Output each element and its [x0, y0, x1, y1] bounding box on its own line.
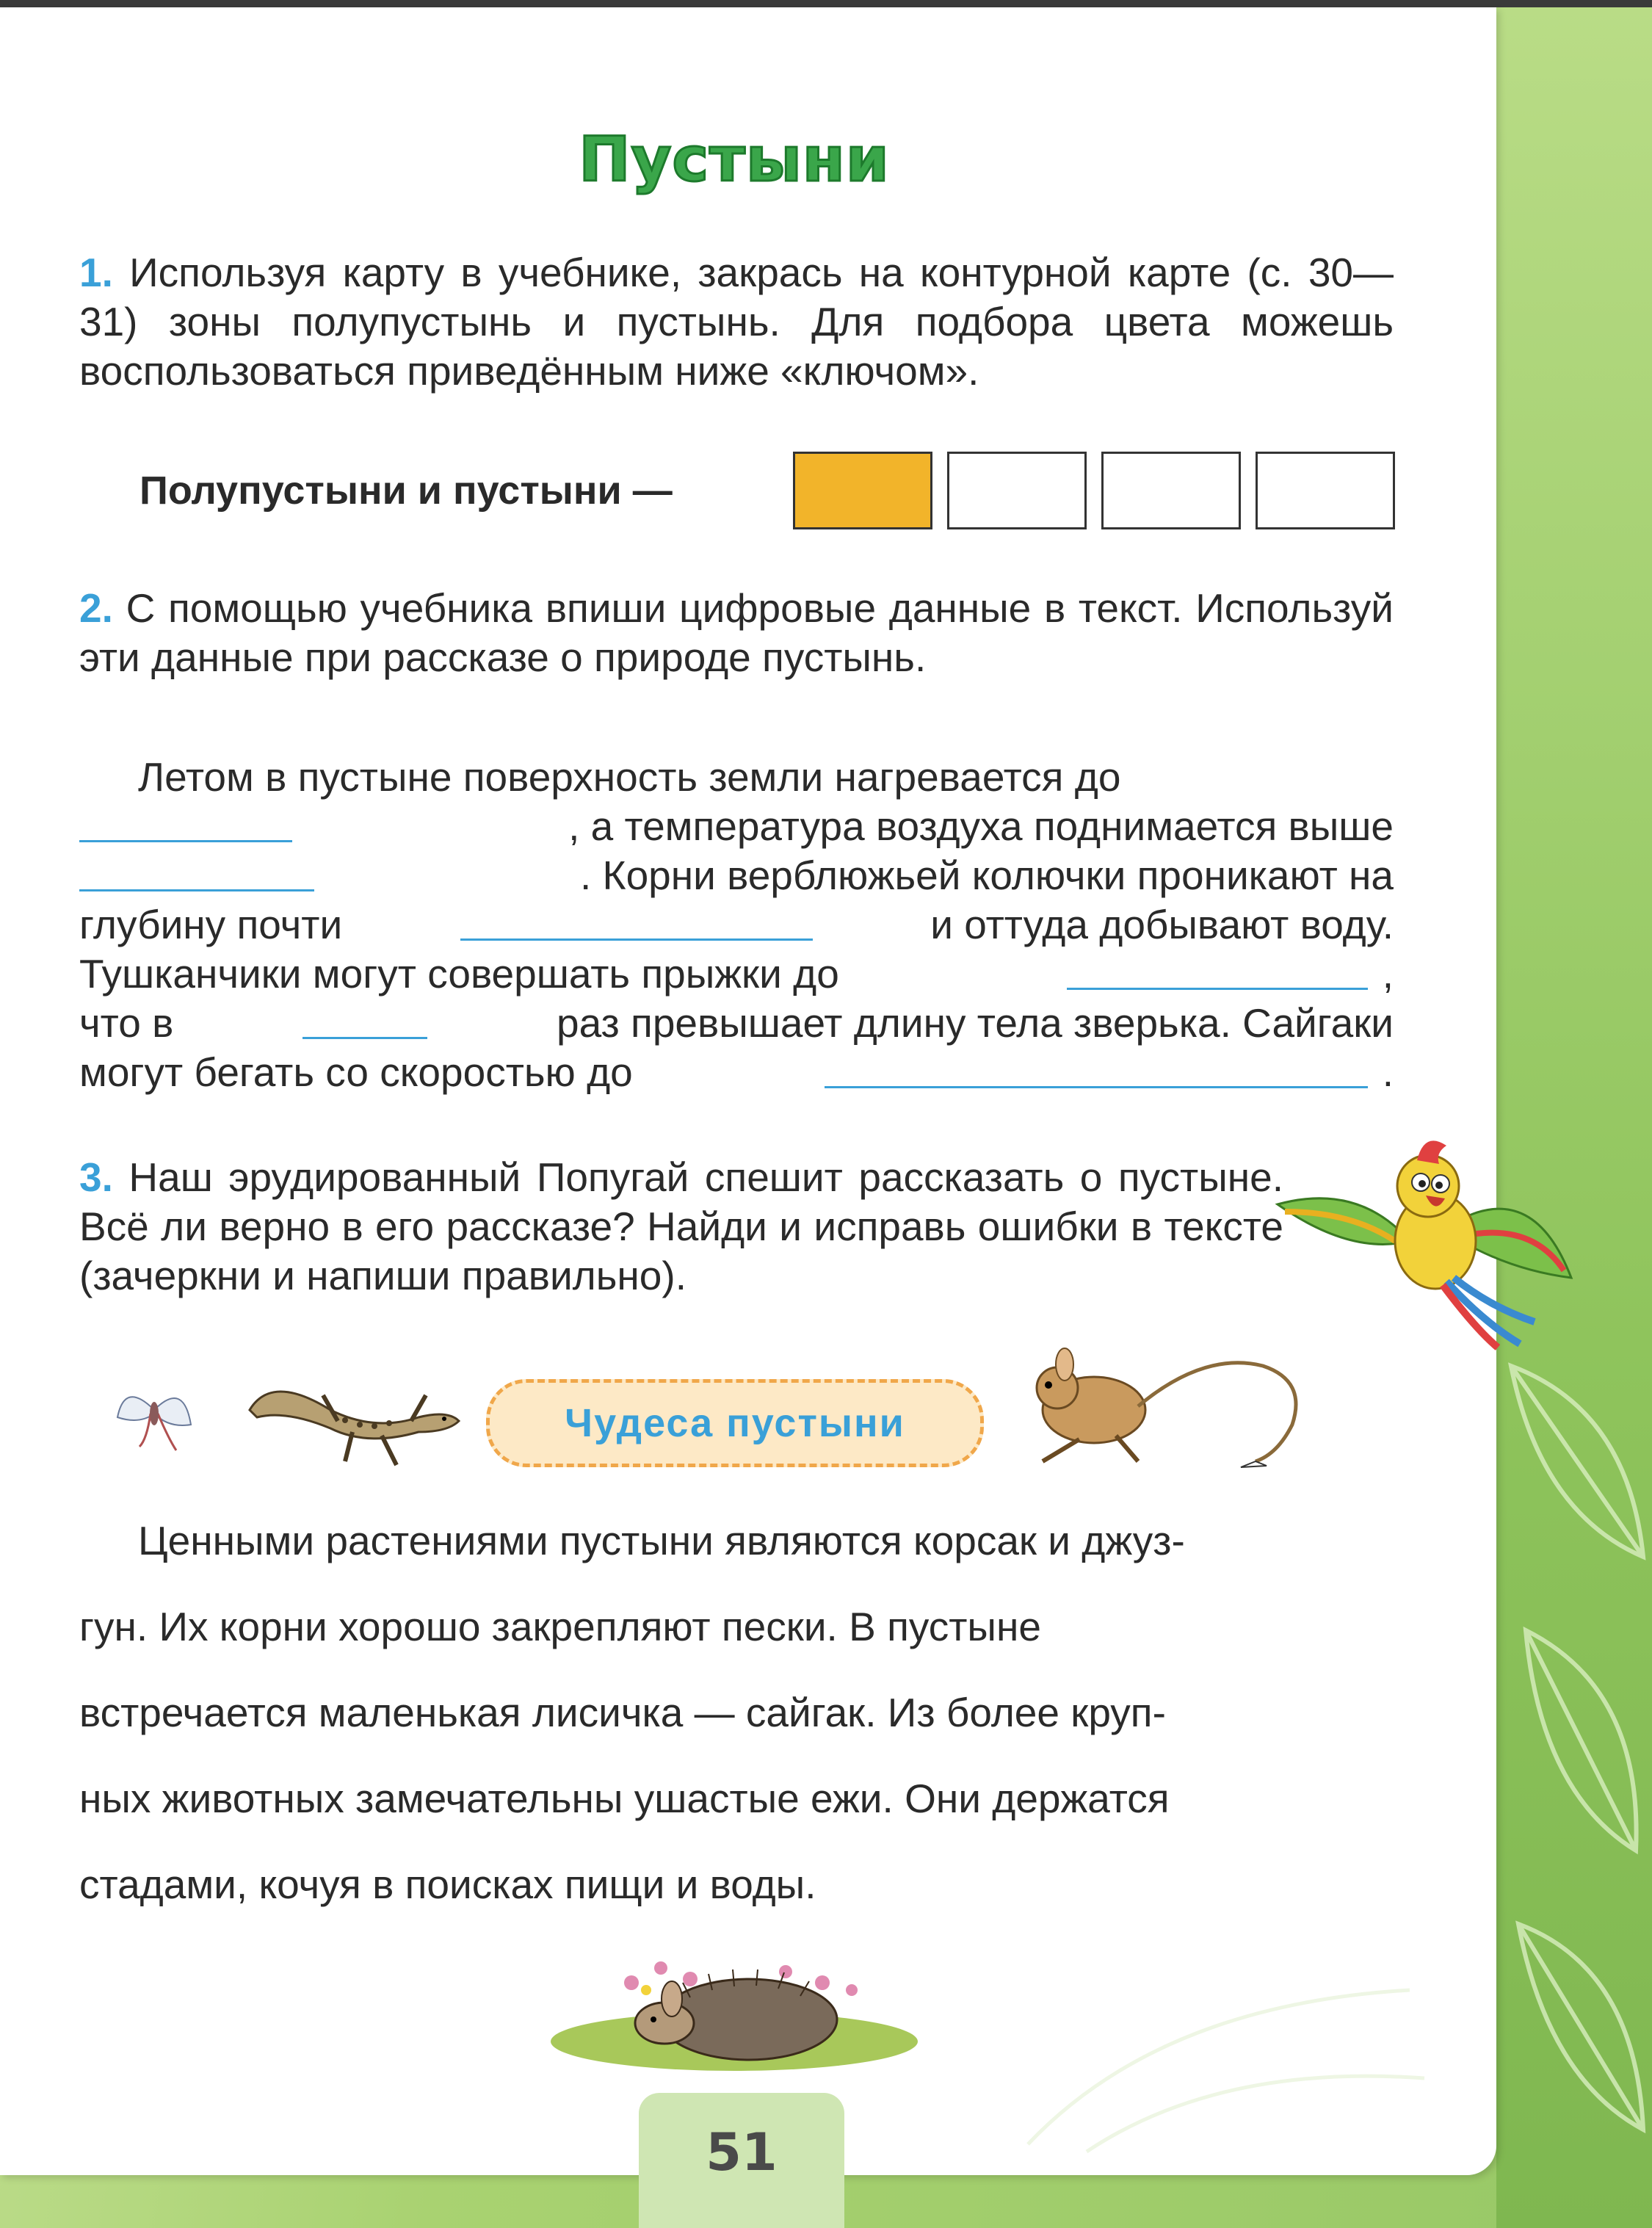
answer-blank[interactable]: [1067, 950, 1368, 990]
text-segment: глубину почти: [79, 902, 343, 947]
story-text: встречается маленькая лисичка — сайгак. Из более круп-: [79, 1690, 1166, 1735]
text-line: [79, 851, 1394, 900]
leaf-decoration: [1496, 1322, 1652, 2203]
parrot-icon: [1270, 1131, 1579, 1351]
text-line: [79, 753, 1394, 802]
story-line: [79, 1670, 1394, 1756]
text-line: [79, 999, 1394, 1048]
story-text: Ценными растениями пустыни являются корсак и джуз-: [138, 1518, 1185, 1563]
key-color-box-filled[interactable]: [793, 452, 932, 529]
banner-label: Чудеса пустыни: [565, 1401, 905, 1445]
page-title: Пустыни: [579, 123, 890, 195]
text-line: [79, 950, 1394, 999]
text-segment: Тушканчики могут совершать прыжки до: [79, 951, 839, 997]
task-text: С помощью учебника впиши цифровые данные в текст. Используй эти данные при рассказе о природе пустынь.: [79, 585, 1394, 680]
text-segment: могут бегать со скоростью до: [79, 1049, 633, 1095]
text-segment: и оттуда добывают воду.: [930, 902, 1394, 947]
task-3: [79, 1153, 1283, 1301]
story-text: гун. Их корни хорошо закрепляют пески. В пустыне: [79, 1604, 1041, 1649]
text-segment: . Корни верблюжьей колючки проникают на: [579, 853, 1394, 898]
story-line: [79, 1842, 1394, 1928]
jerboa-icon: [1013, 1337, 1322, 1469]
key-color-box[interactable]: [1101, 452, 1241, 529]
task-number: 1.: [79, 250, 113, 295]
key-color-box[interactable]: [947, 452, 1087, 529]
lizard-icon: [242, 1366, 463, 1476]
story-line: [79, 1584, 1394, 1670]
text-segment: , а температура воздуха поднимается выше: [568, 803, 1394, 849]
fill-in-text: [79, 753, 1394, 1097]
key-label: Полупустыни и пустыни —: [140, 469, 673, 513]
hedgehog-icon: [543, 1939, 925, 2071]
task-2: [79, 584, 1394, 682]
text-segment: .: [1382, 1049, 1394, 1095]
answer-blank[interactable]: [460, 900, 813, 941]
story-text: ных животных замечательны ушастые ежи. Они держатся: [79, 1776, 1170, 1821]
story-text: стадами, кочуя в поисках пищи и воды.: [79, 1862, 816, 1907]
leaf-decoration: [999, 1961, 1439, 2166]
task-text: Используя карту в учебнике, закрась на контурной карте (с. 30—31) зоны полупустынь и пустынь. Для подбора цвета можешь воспользоваться приведённым ниже «ключом».: [79, 250, 1394, 394]
parrot-story: [79, 1498, 1394, 1928]
task-number: 3.: [79, 1154, 113, 1200]
text-segment: раз превышает длину тела зверька. Сайгаки: [556, 1000, 1394, 1046]
story-line: [79, 1756, 1394, 1842]
page-number-tab: [639, 2093, 844, 2228]
moth-icon: [110, 1373, 198, 1454]
task-text: Наш эрудированный Попугай спешит рассказать о пустыне. Всё ли верно в его рассказе? Найди и исправь ошибки в тексте (зачеркни и напиши правильно).: [79, 1154, 1284, 1298]
text-line: [79, 900, 1394, 950]
answer-blank[interactable]: [79, 851, 314, 891]
task-number: 2.: [79, 585, 113, 631]
answer-blank[interactable]: [825, 1048, 1368, 1088]
answer-blank[interactable]: [302, 999, 427, 1039]
text-segment: Летом в пустыне поверхность земли нагревается до: [138, 754, 1121, 800]
scan-top-edge: [0, 0, 1652, 7]
key-color-box[interactable]: [1256, 452, 1395, 529]
text-segment: что в: [79, 1000, 174, 1046]
page-number: 51: [706, 2122, 778, 2182]
answer-blank[interactable]: [79, 802, 292, 842]
story-line: [79, 1498, 1394, 1584]
text-line: [79, 1048, 1394, 1097]
text-segment: ,: [1382, 951, 1394, 997]
task-1: [79, 248, 1394, 396]
wonders-banner: [486, 1379, 984, 1467]
text-line: [79, 802, 1394, 851]
